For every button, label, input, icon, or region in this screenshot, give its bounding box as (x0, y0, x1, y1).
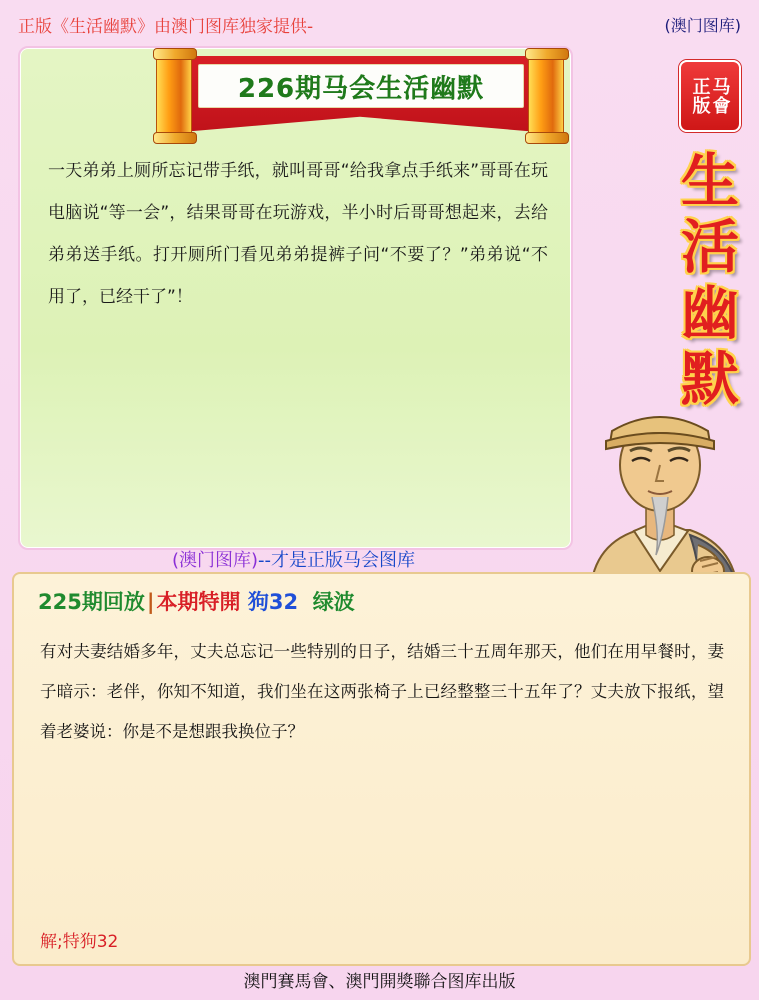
header-right-text: (澳门图库) (664, 15, 741, 35)
stamp-line-1: 正版 (689, 77, 711, 115)
joke-text: 一天弟弟上厕所忘记带手纸，就叫哥哥“给我拿点手纸来”哥哥在玩电脑说“等一会”，结果哥哥在玩游戏，半小时后哥哥想起来，去给弟弟送手纸。打开厕所门看见弟弟提裤子问“不要了？”弟弟说“不用了，已经干了”！ (48, 161, 548, 307)
answer-text: 解;特狗32 (40, 932, 119, 952)
scroll-roller-right-icon (528, 52, 564, 140)
replay-period-label: 225期回放 (38, 590, 145, 614)
replay-special-label: 本期特開 (156, 590, 241, 614)
banner-title-plate (198, 64, 524, 108)
banner-title: 226期马会生活幽默 (238, 68, 484, 105)
caption-dashes: -- (258, 550, 272, 571)
scroll-roller-left-icon (156, 52, 192, 140)
vertical-title-char-2: 活 (680, 213, 739, 281)
header-left-text: 正版《生活幽默》由澳门图库独家提供- (18, 16, 314, 37)
caption (18, 546, 569, 572)
replay-animal-number: 狗32 (247, 590, 299, 614)
banner (150, 52, 570, 142)
replay-heading-separator: | (146, 590, 155, 614)
official-stamp (679, 60, 741, 132)
page-header (0, 10, 759, 38)
caption-source: (澳门图库) (171, 550, 259, 571)
page-footer: 澳門賽馬會、澳門開獎聯合图库出版 (243, 972, 516, 992)
replay-heading (38, 586, 355, 616)
vertical-title (671, 147, 749, 413)
replay-panel (12, 572, 751, 966)
vertical-title-char-3: 幽 (680, 279, 739, 347)
stamp-line-2: 马會 (709, 77, 731, 115)
vertical-title-char-4: 默 (680, 345, 739, 413)
vertical-title-char-1: 生 (680, 147, 739, 215)
replay-wave: 绿波 (312, 590, 355, 614)
replay-body-text: 有对夫妻结婚多年，丈夫总忘记一些特别的日子，结婚三十五周年那天，他们在用早餐时，妻子暗示：老伴，你知不知道，我们坐在这两张椅子上已经整整三十五年了？丈夫放下报纸，望着老婆说：你是不是想跟我换位子？ (40, 642, 724, 741)
caption-tagline: 才是正版马会图库 (271, 550, 416, 571)
